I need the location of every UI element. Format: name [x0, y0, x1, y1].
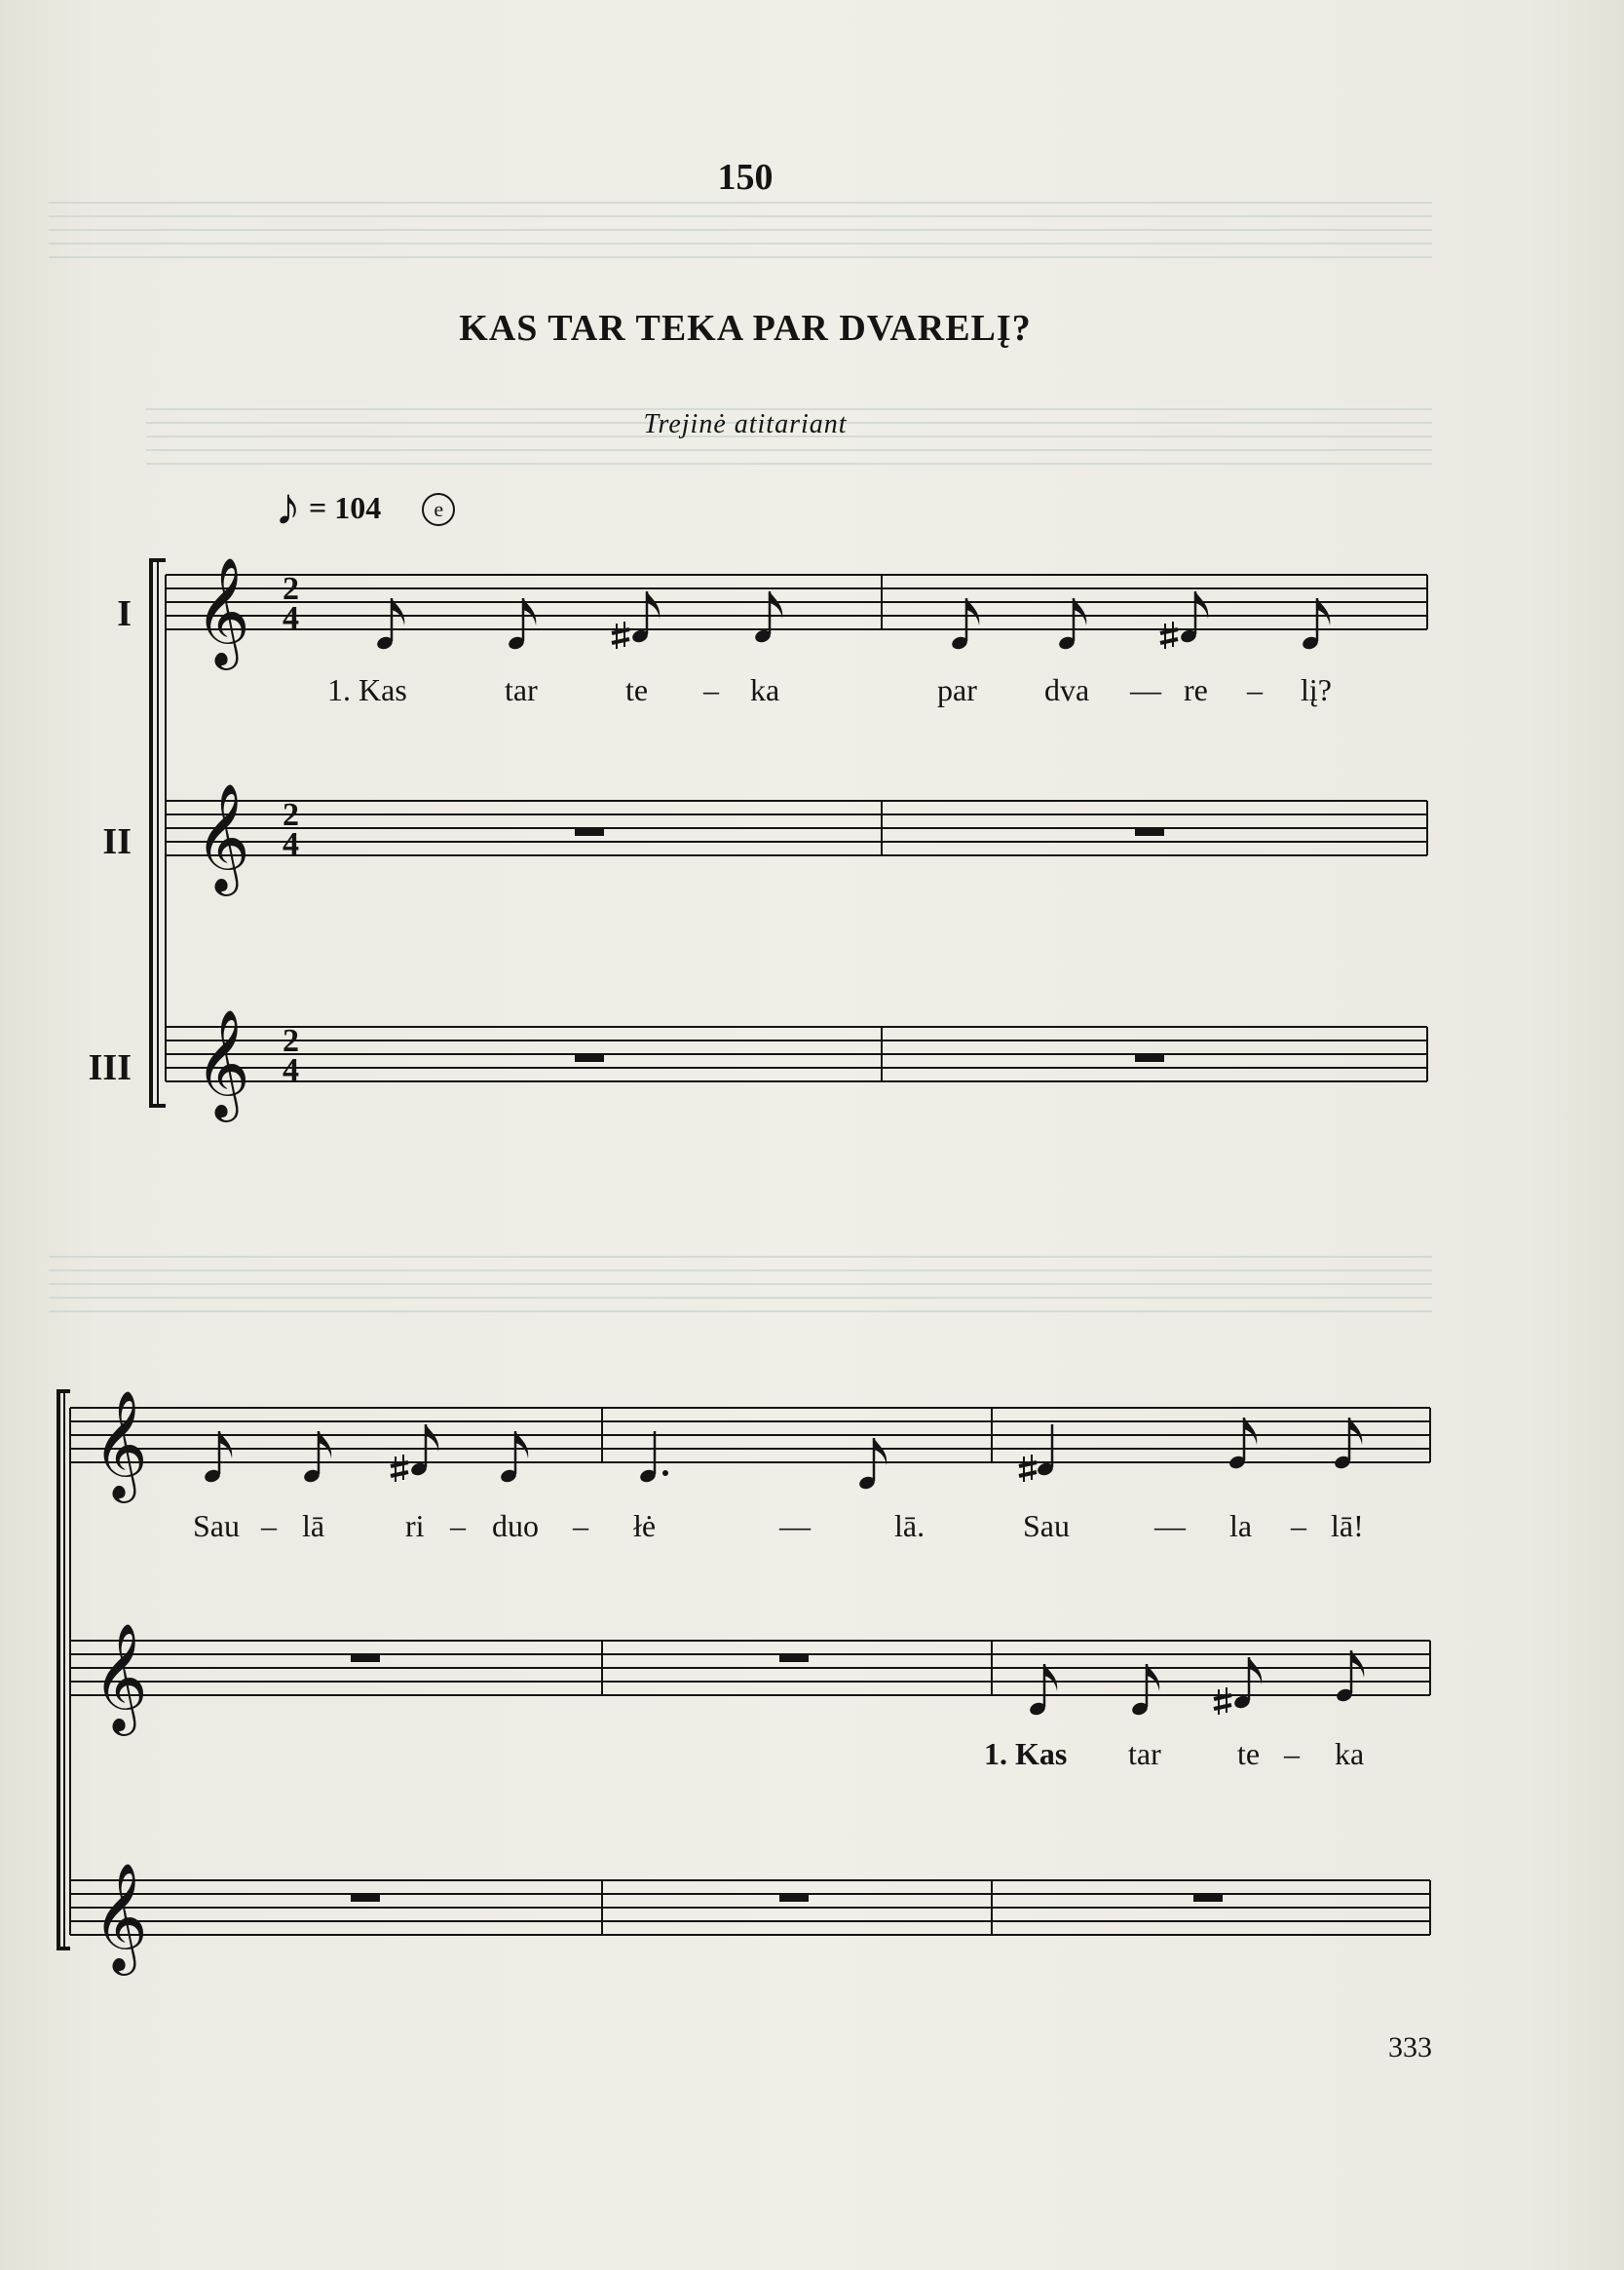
time-sig-top: 2	[283, 797, 299, 833]
lyric-syllable: łė	[633, 1508, 657, 1543]
performance-note: Trejinė atitariant	[643, 409, 848, 439]
lyric-hyphen: –	[573, 1508, 588, 1543]
system-1	[151, 560, 1427, 1106]
time-sig-bottom: 4	[283, 1052, 299, 1088]
treble-clef-icon: 𝄞	[195, 1008, 250, 1117]
lyric-hyphen: —	[1130, 672, 1161, 707]
lyric-syllable: lā	[302, 1508, 325, 1543]
time-sig-bottom: 4	[283, 826, 299, 862]
voice-label-3: III	[88, 1047, 132, 1088]
lyric-syllable: ka	[750, 672, 780, 707]
lyric-syllable: la	[1229, 1508, 1253, 1543]
lyric-syllable: tar	[1128, 1736, 1161, 1771]
time-sig-bottom: 4	[283, 600, 299, 636]
lyric-syllable: re	[1184, 672, 1208, 707]
lyric-syllable: lį?	[1301, 672, 1332, 707]
lyric-hyphen: –	[450, 1508, 466, 1543]
page-number-top: 150	[717, 157, 774, 198]
lyric-hyphen: –	[1291, 1508, 1306, 1543]
lyric-hyphen: –	[261, 1508, 277, 1543]
lyric-hyphen: –	[703, 672, 719, 707]
treble-clef-icon: 𝄞	[93, 1389, 148, 1498]
lyric-syllable: duo	[492, 1508, 539, 1543]
lyric-hyphen: —	[1154, 1508, 1186, 1543]
treble-clef-icon: 𝄞	[93, 1862, 148, 1971]
system-2	[58, 1391, 1430, 1948]
lyric-syllable: dva	[1044, 672, 1090, 707]
tempo-value: = 104	[309, 490, 382, 525]
lyric-syllable: 1. Kas	[984, 1736, 1068, 1771]
lyric-hyphen: –	[1284, 1736, 1300, 1771]
voice-label-1: I	[117, 593, 132, 634]
lyric-syllable: ri	[405, 1508, 425, 1543]
lyric-hyphen: –	[1247, 672, 1263, 707]
lyric-syllable: lā!	[1331, 1508, 1364, 1543]
lyric-hyphen: —	[779, 1508, 811, 1543]
eighth-note-icon: ♪	[275, 477, 301, 536]
time-sig-top: 2	[283, 1023, 299, 1059]
treble-clef-icon: 𝄞	[93, 1622, 148, 1731]
lyric-syllable: ka	[1335, 1736, 1365, 1771]
lyric-syllable: Sau	[1023, 1508, 1070, 1543]
treble-clef-icon: 𝄞	[195, 782, 250, 891]
treble-clef-icon: 𝄞	[195, 556, 250, 665]
lyric-syllable: te	[1237, 1736, 1261, 1771]
tempo-marker-circle: e	[422, 493, 455, 526]
lyric-syllable: Sau	[193, 1508, 240, 1543]
lyric-syllable: lā.	[894, 1508, 925, 1543]
lyric-syllable: par	[937, 672, 977, 707]
lyric-syllable: 1. Kas	[327, 672, 407, 707]
book-page-number: 333	[1388, 2031, 1432, 2063]
time-sig-top: 2	[283, 571, 299, 607]
voice-label-2: II	[102, 821, 132, 862]
song-title: KAS TAR TEKA PAR DVARELĮ?	[459, 308, 1032, 349]
lyric-syllable: tar	[505, 672, 538, 707]
lyric-syllable: te	[625, 672, 649, 707]
